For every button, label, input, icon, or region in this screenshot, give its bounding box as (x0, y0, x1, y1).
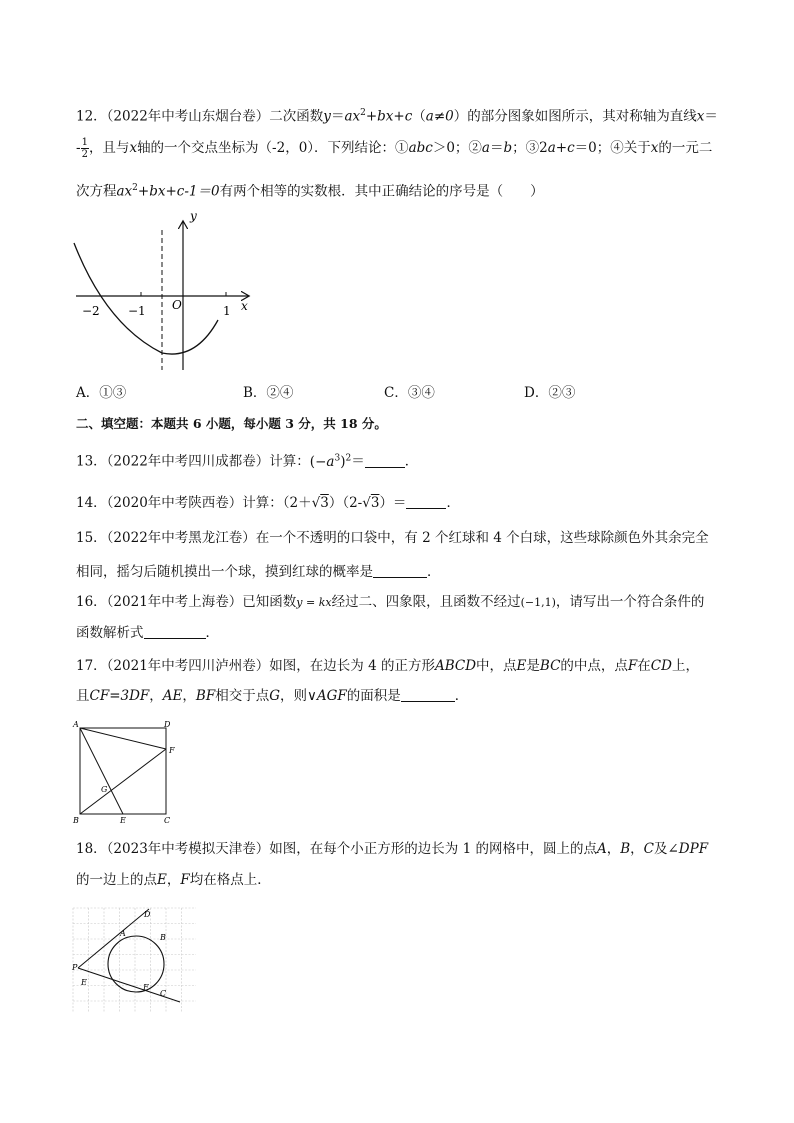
var: AE (162, 688, 183, 704)
text: ）＝ (379, 495, 407, 511)
exponent: 2 (132, 183, 138, 193)
option-d[interactable]: D．②③ (524, 385, 576, 401)
var: B (620, 841, 631, 857)
label-b: B (73, 816, 79, 825)
answer-blank[interactable] (144, 624, 206, 639)
label-e: E (120, 816, 126, 825)
var: BF (195, 688, 216, 704)
var-y: y (323, 108, 331, 125)
answer-blank[interactable] (373, 563, 427, 578)
tick-label-minus-1: −1 (128, 304, 146, 318)
var: G (269, 688, 280, 704)
text: ． (427, 564, 441, 580)
text: 次方程 (76, 183, 117, 200)
denominator: 2 (81, 149, 88, 160)
q12-line3 (76, 178, 544, 202)
x-axis-label: x (241, 299, 248, 313)
exponent: 2 (345, 453, 352, 463)
square (80, 728, 166, 814)
text: 相交于点 (215, 688, 270, 704)
text: ． (454, 688, 469, 704)
label-a: A (120, 929, 126, 938)
label-f: F (143, 983, 149, 992)
sqrt-3: √3 (311, 495, 329, 511)
answer-blank[interactable] (401, 687, 455, 702)
q13-line (76, 448, 418, 472)
text: ， (149, 688, 163, 704)
q17-line2 (76, 686, 468, 706)
label-g: G (101, 785, 108, 794)
fraction-half (81, 137, 89, 160)
var-c: c (567, 140, 575, 156)
parabola-graph (66, 210, 266, 375)
text: 上， (671, 658, 699, 674)
var: CD (650, 658, 672, 674)
var: AGF (316, 688, 347, 704)
option-b[interactable]: B．②④ (243, 385, 294, 401)
text: ＞0；② (432, 140, 482, 156)
exponent: 3 (334, 453, 341, 463)
text: 有两个相等的实数根．其中正确结论的序号是（ ） (219, 183, 544, 200)
origin-label: O (172, 298, 182, 312)
circle (108, 936, 164, 992)
q12-line1 (76, 103, 718, 127)
eq-sign: ＝ (330, 108, 345, 125)
square-figure (70, 716, 190, 828)
label-p: P (72, 963, 78, 972)
label-a: A (73, 720, 79, 729)
var: BC (539, 658, 561, 674)
label-e: E (81, 978, 87, 987)
numerator: 1 (81, 137, 88, 148)
eq-sign: ＝ (351, 453, 365, 470)
var-a: a (547, 140, 556, 156)
text: 是 (526, 658, 540, 674)
answer-blank[interactable] (406, 494, 446, 509)
var-y: y (296, 596, 303, 609)
text: ． (446, 495, 460, 511)
point-coord: (−1,1) (520, 596, 556, 609)
text: ， (182, 688, 196, 704)
text: ， (606, 841, 621, 857)
term-ax: ax (116, 183, 133, 200)
var: CF (89, 688, 110, 704)
text: ＝0；④关于 (574, 140, 651, 156)
text: 经过二、四象限，且函数不经过 (331, 594, 521, 610)
q18-line1 (76, 839, 708, 859)
radicand: 3 (370, 495, 380, 511)
plus: + (555, 140, 568, 156)
grid (73, 908, 196, 1012)
label-d: D (164, 720, 171, 729)
minus: - (76, 140, 81, 156)
q17-line1 (76, 656, 699, 676)
q14-line (76, 493, 460, 513)
text: 18．（2023年中考模拟天津卷）如图，在每个小正方形的边长为 1 的网格中，圆上的点 (76, 841, 597, 857)
var-b: b (503, 140, 513, 156)
term-bx-c: +bx+c (365, 108, 413, 125)
text: ，则∨ (280, 688, 317, 704)
text: ，请写出一个符合条件的 (555, 594, 705, 610)
text: 16．（2021年中考上海卷）已知函数 (76, 594, 297, 610)
text: ， (166, 872, 181, 888)
text: 的中点，点 (560, 658, 628, 674)
text: 13．（2022年中考四川成都卷）计算： (76, 453, 310, 470)
text: ． (404, 453, 419, 470)
var: E (516, 658, 527, 674)
text: ， (630, 841, 644, 857)
q16-line2 (76, 623, 219, 643)
text: ． (205, 625, 219, 641)
exponent: 2 (360, 108, 366, 118)
option-a[interactable]: A．①③ (76, 385, 127, 401)
ray-pd (78, 909, 149, 968)
var-abc: abc (408, 140, 433, 156)
var-a: a (481, 140, 490, 156)
text: ）（2- (328, 495, 363, 511)
eq-sign: = (302, 596, 319, 609)
text: 14．（2020年中考陕西卷）计算：（2＋ (76, 495, 312, 511)
text: 函数解析式 (76, 625, 144, 641)
var: F (180, 872, 190, 888)
text: 均在格点上． (189, 872, 271, 888)
var: E (157, 872, 167, 888)
q15-line2 (76, 562, 441, 582)
q12-stem-text-2: ）的部分图象如图所示，其对称轴为直线 (453, 108, 697, 125)
section-heading: 二、填空题：本题共 6 小题，每小题 3 分，共 18 分。 (76, 416, 387, 431)
text: 在 (637, 658, 651, 674)
text: 17．（2021年中考四川泸州卷）如图，在边长为 4 的正方形 (76, 658, 435, 674)
tick-label-minus-2: −2 (82, 304, 100, 318)
text: ；③2 (512, 140, 548, 156)
text: 的一边上的点 (76, 872, 157, 888)
label-c: C (164, 816, 171, 825)
text: 的面积是 (346, 688, 401, 704)
label-d: D (144, 910, 151, 919)
label-b: B (160, 933, 166, 942)
text: ，且与 (88, 140, 130, 156)
var: =3DF (109, 688, 150, 704)
term-ax: ax (344, 108, 361, 125)
answer-blank[interactable] (365, 453, 405, 468)
var-x: x (696, 108, 705, 125)
grid-circle-figure (70, 905, 196, 1015)
term-rest: +bx+c-1＝0 (137, 183, 220, 200)
term: −a (315, 453, 335, 470)
var: DPF (678, 841, 709, 857)
sqrt-3: √3 (362, 495, 380, 511)
segment-bf (80, 749, 166, 814)
text: 且 (76, 688, 90, 704)
q12-stem-text: 12．（2022年中考山东烟台卷）二次函数 (76, 108, 324, 125)
var: ABCD (434, 658, 477, 674)
term-kx: kx (318, 596, 332, 609)
paren: （ (412, 108, 426, 125)
var: C (643, 841, 654, 857)
expression: $(-a^3)^2$ (309, 453, 352, 470)
radicand: 3 (320, 495, 329, 511)
text: 的一元二 (658, 140, 713, 156)
option-c[interactable]: C．③④ (384, 385, 435, 401)
label-c: C (160, 989, 167, 998)
q15-line1: 15．（2022年中考黑龙江卷）在一个不透明的口袋中，有 2 个红球和 4 个白球，这些球除颜色外其余完全 (76, 530, 709, 546)
q16-line1 (76, 592, 704, 613)
func-expr (296, 596, 331, 609)
q12-line2 (76, 137, 712, 160)
var-x: x (129, 140, 138, 156)
cond-a-ne-0: a≠0 (425, 108, 454, 125)
text: 相同，摇匀后随机摸出一个球，摸到红球的概率是 (76, 564, 373, 580)
eq-sign: ＝ (489, 140, 504, 156)
text: 及∠ (653, 841, 679, 857)
var: A (596, 841, 607, 857)
label-f: F (169, 746, 175, 755)
segment-ae (80, 728, 123, 814)
text: 中，点 (476, 658, 517, 674)
y-axis-label: y (190, 210, 197, 223)
eq-sign: ＝ (704, 108, 718, 125)
text: 轴的一个交点坐标为（-2，0）．下列结论：① (137, 140, 409, 156)
parabola-curve (74, 243, 218, 354)
var: F (627, 658, 638, 674)
segment-af (80, 728, 166, 749)
tick-label-1: 1 (223, 304, 231, 318)
var-x: x (650, 140, 659, 156)
q18-line2 (76, 870, 271, 890)
